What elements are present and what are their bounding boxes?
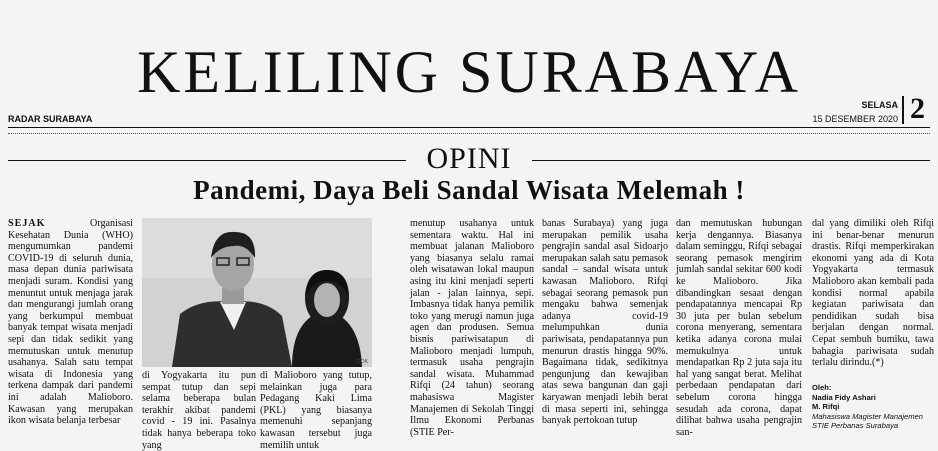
article-lead-word: SEJAK [8, 218, 46, 229]
section-label: RADAR SURABAYA [8, 114, 93, 124]
article-headline: Pandemi, Daya Beli Sandal Wisata Melemah ! [193, 175, 745, 205]
author-photo-image [142, 218, 372, 367]
byline-role: Mahasiswa Magister Manajemen [812, 411, 923, 421]
article-column-3 [260, 370, 372, 451]
article-column-4 [410, 218, 534, 436]
article-column-2-text: di Yogyakarta itu pun sempat tutup dan sepi selama beberapa bulan terakhir akibat pandemi covid - 19 ini. Pasalnya tidak hanya beberapa toko yang [142, 370, 256, 451]
rubric-title: OPINI [426, 142, 512, 175]
byline-school: STIE Perbanas Surabaya [812, 421, 899, 431]
author-photo [142, 218, 372, 367]
page-number-divider [902, 96, 904, 124]
article-column-6-text: dan memutuskan hubungan kerja dengannya. Biasanya dalam seminggu, Rifqi sebagai seorang pemasok mengirim jumlah sandal sekitar 600 kodi ke Malioboro. Jika dibandingkan sesaat dengan pendapatannya mencapai Rp 30 juta per bulan sebelum corona menyerang, sementara ketika adanya corona mulai memukulnya untuk mendapatkan Rp 2 juta saja itu hal yang sangat berat. Melihat perbedaan pendapatan dari sebelum corona hingga sesudah ada corona, dapat dilihat bahwa usaha pengrajin san- [676, 218, 802, 438]
publication-day: SELASA [861, 100, 898, 110]
header-dotted-rule [8, 133, 930, 134]
page-number: 2 [910, 92, 925, 125]
article-column-5 [542, 218, 668, 436]
article-column-6 [676, 218, 802, 436]
byline-label: Oleh: [812, 383, 832, 392]
article-column-7 [812, 218, 934, 376]
newspaper-masthead-title: KELILING SURABAYA [137, 39, 801, 105]
byline-author-2: M. Rifqi [812, 402, 840, 412]
rubric-rule-right [532, 160, 930, 161]
article-column-7-text: dal yang dimiliki oleh Rifqi ini benar-benar menurun drastis. Rifqi memperkirakan ekonomi yang ada di Kota Yogyakarta termasuk Malioboro akan kembali pada kondisi normal apabila kegiatan pariwisata dan pendidikan sudah bisa berjalan dengan normal. Cepat sembuh bumiku, tawa bahagia pariwisata sudah terlalu dirindu.(*) [812, 218, 934, 369]
photo-credit: DOK [357, 359, 368, 365]
publication-date: 15 DESEMBER 2020 [812, 114, 898, 124]
article-column-2 [142, 370, 256, 451]
byline-author-1: Nadia Fidy Ashari [812, 392, 876, 402]
article-column-1-text: Organisasi Kesehatan Dunia (WHO) mengumumkan pandemi COVID-19 di seluruh dunia, masa depan dunia pariwisata menjadi suram. Kondisi yang menuntut untuk menjaga jarak dan mengurangi jumlah orang yang berkumpul membuat banyak tempat wisata menjadi sepi dan tidak sedikit yang memutuskan untuk menutup usahanya. Salah satu tempat wisata di Indonesia yang terkena dampak dari pandemi ini adalah Malioboro. Kawasan yang merupakan ikon wisata belanja terbesar [8, 218, 133, 427]
article-column-3-text: di Malioboro yang tutup, melainkan juga para Pedagang Kaki Lima (PKL) yang biasanya memenuhi sepanjang kawasan tersebut juga memilih untuk [260, 370, 372, 451]
article-byline [812, 383, 934, 431]
article-column-1 [8, 218, 133, 436]
rubric-rule-left [8, 160, 406, 161]
article-column-5-text: banas Surabaya) yang juga merupakan pemilik usaha pengrajin sandal asal Sidoarjo merupakan salah satu pemasok sandal – sandal wisata untuk kawasan Malioboro. Rifqi sebagai seorang pemasok pun mengaku bahwa semenjak adanya covid-19 melumpuhkan dunia pariwisata, pendapatannya pun menurun drastis hingga 90%. Bagaimana tidak, sedikitnya pengunjung dan kewajiban atas sewa bangunan dan gaji karyawan menjadi lebih berat di masa seperti ini, sehingga banyak pertokoan tutup [542, 218, 668, 427]
header-rule [8, 127, 930, 128]
article-column-4-text: menutup usahanya untuk sementara waktu. Hal ini membuat jalanan Malioboro yang biasanya selalu ramai oleh wisatawan lokal maupun asing itu kini menjadi seperti jalan - jalan lainnya, sepi. Imbasnya tidak hanya pemilik toko yang merugi namun juga agen dan produsen. Semua bisnis pariwisatapun di Malioboro menjadi lumpuh, termasuk usaha pengrajin sandal wisata. Muhammad Rifqi (24 tahun) seorang mahasiswa Magister Manajemen di Sekolah Tinggi Ilmu Ekonomi Perbanas (STIE Per- [410, 218, 534, 438]
